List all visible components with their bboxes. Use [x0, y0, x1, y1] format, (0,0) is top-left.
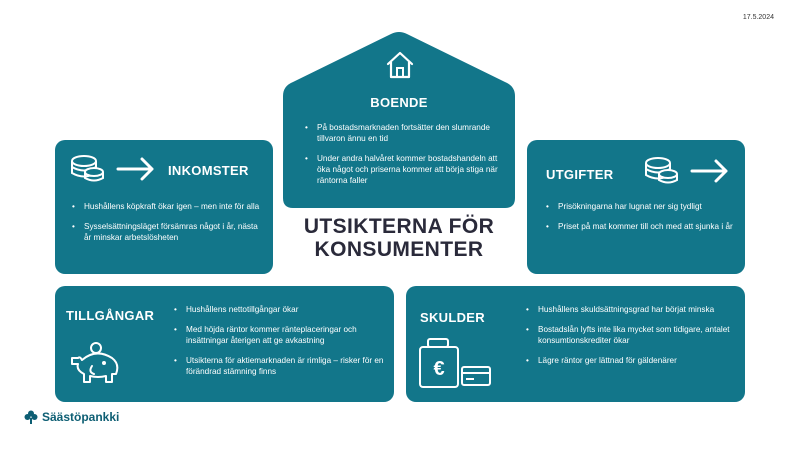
date-label: 17.5.2024	[742, 14, 774, 21]
list-item: • Hushållens skuldsättningsgrad har börjat minska	[526, 304, 738, 315]
tillgangar-title: TILLGÅNGAR	[66, 308, 155, 323]
list-item: • Lägre räntor ger lättnad för gäldenärer	[526, 355, 738, 366]
logo-text: Säästöpankki	[42, 410, 120, 424]
inkomster-bullets	[72, 201, 264, 252]
tillgangar-bullets	[174, 304, 384, 386]
boende-title: BOENDE	[370, 95, 428, 110]
skulder-bullets	[526, 304, 738, 375]
list-item: • Sysselsättningsläget försämras något i år, nästa år minskar arbetslösheten	[72, 221, 264, 243]
list-item: • Hushållens köpkraft ökar igen – men inte för alla	[72, 201, 264, 212]
coins-arrow-icon	[640, 154, 732, 188]
piggy-bank-icon	[68, 340, 124, 388]
list-item: • Prisökningarna har lugnat ner sig tydligt	[546, 201, 738, 212]
list-item: • Bostadslån lyfts inte lika mycket som tidigare, antalet konsumtionskrediter ökar	[526, 324, 738, 346]
house-icon	[385, 50, 415, 80]
svg-text:€: €	[433, 358, 445, 380]
euro-bag-card-icon	[416, 337, 496, 393]
brand-logo	[24, 410, 119, 424]
inkomster-title: INKOMSTER	[168, 163, 249, 178]
center-title-line: KONSUMENTER	[314, 238, 484, 261]
utgifter-title: UTGIFTER	[546, 167, 614, 182]
logo-tree-icon	[24, 410, 38, 424]
list-item: • Under andra halvåret kommer bostadshandeln att öka något och priserna kommer att börja stiga när räntorna faller	[305, 153, 505, 186]
boende-bullets	[305, 122, 505, 195]
center-title	[283, 215, 515, 261]
list-item: • Utsikterna för aktiemarknaden är rimliga – risker för en förändrad stämning finns	[174, 355, 384, 377]
list-item: • Priset på mat kommer till och med att sjunka i år	[546, 221, 738, 232]
coins-arrow-icon	[66, 152, 158, 186]
utgifter-bullets	[546, 201, 738, 241]
list-item: • På bostadsmarknaden fortsätter den slumrande tillvaron ännu en tid	[305, 122, 505, 144]
list-item: • Hushållens nettotillgångar ökar	[174, 304, 384, 315]
list-item: • Med höjda räntor kommer ränteplaceringar och insättningar återigen att ge avkastning	[174, 324, 384, 346]
skulder-title: SKULDER	[420, 310, 485, 325]
center-title-line: UTSIKTERNA FÖR	[303, 215, 495, 238]
